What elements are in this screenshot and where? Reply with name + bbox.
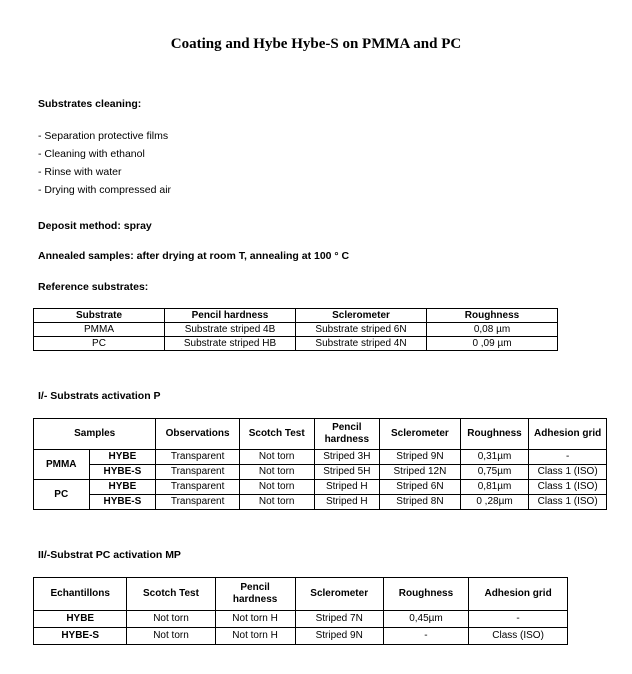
document-title: Coating and Hybe Hybe-S on PMMA and PC	[170, 36, 462, 52]
table-header: Sclerometer	[380, 419, 461, 450]
table-cell: HYBE-S	[89, 465, 156, 480]
table-cell: 0 ,09 µm	[427, 337, 558, 351]
table-cell: Not torn	[127, 611, 215, 628]
table-cell: Not torn	[239, 465, 314, 480]
table-header: Samples	[34, 419, 156, 450]
table-cell: Not torn	[239, 480, 314, 495]
table-cell: -	[469, 611, 568, 628]
cleaning-list	[38, 127, 171, 199]
table-cell: Striped 8N	[380, 495, 461, 510]
table-header: Adhesion grid	[469, 578, 568, 611]
table-row	[34, 480, 607, 495]
table-cell: Not torn H	[215, 611, 295, 628]
table-cell: Striped H	[314, 480, 380, 495]
table-cell: Not torn	[127, 628, 215, 645]
table-cell: Substrate striped 6N	[296, 323, 427, 337]
table-cell: Class 1 (ISO)	[529, 495, 607, 510]
table-header: Echantillons	[34, 578, 127, 611]
table-cell: Transparent	[156, 450, 240, 465]
table-cell: Striped 6N	[380, 480, 461, 495]
table-cell: 0,81µm	[460, 480, 529, 495]
annealed-samples: Annealed samples: after drying at room T, annealing at 100 ° C	[38, 250, 350, 262]
activation-p-heading: I/- Substrats activation P	[38, 390, 161, 402]
table-cell: PMMA	[34, 450, 90, 480]
cleaning-heading: Substrates cleaning:	[38, 98, 142, 110]
table-header: Roughness	[383, 578, 468, 611]
list-item: - Separation protective films	[38, 130, 169, 142]
table-cell: HYBE-S	[89, 495, 156, 510]
table-cell: Substrate striped HB	[165, 337, 296, 351]
table-cell: PC	[34, 337, 165, 351]
table-row	[34, 323, 558, 337]
table-header: Scotch Test	[127, 578, 215, 611]
table-cell: HYBE	[34, 611, 127, 628]
table-cell: 0,45µm	[383, 611, 468, 628]
list-item: - Drying with compressed air	[38, 184, 172, 196]
table-cell: Striped 9N	[380, 450, 461, 465]
table-row	[34, 628, 568, 645]
table-header-row	[34, 309, 558, 323]
table-cell: Striped 5H	[314, 465, 380, 480]
table-cell: Class 1 (ISO)	[529, 480, 607, 495]
table-header-row	[34, 578, 568, 611]
table-cell: Not torn	[239, 450, 314, 465]
table-cell: Striped H	[314, 495, 380, 510]
reference-table	[33, 308, 558, 351]
table-cell: PMMA	[34, 323, 165, 337]
table-cell: Class (ISO)	[469, 628, 568, 645]
table-header: Adhesion grid	[529, 419, 607, 450]
table-cell: -	[383, 628, 468, 645]
list-item: - Rinse with water	[38, 166, 122, 178]
table-header-row	[34, 419, 607, 450]
activation-mp-heading: II/-Substrat PC activation MP	[38, 549, 181, 561]
table-cell: HYBE	[89, 450, 156, 465]
table-cell: HYBE-S	[34, 628, 127, 645]
activation-p-table	[33, 418, 607, 510]
table-cell: Transparent	[156, 480, 240, 495]
table-header: Sclerometer	[296, 309, 427, 323]
table-header: Pencil hardness	[165, 309, 296, 323]
reference-heading: Reference substrates:	[38, 281, 149, 293]
table-row	[34, 465, 607, 480]
table-row	[34, 450, 607, 465]
table-header: Pencil hardness	[314, 419, 380, 450]
table-cell: Not torn H	[215, 628, 295, 645]
table-row	[34, 611, 568, 628]
table-cell: Transparent	[156, 465, 240, 480]
table-header: Pencil hardness	[215, 578, 295, 611]
table-header: Substrate	[34, 309, 165, 323]
table-cell: Striped 3H	[314, 450, 380, 465]
table-cell: HYBE	[89, 480, 156, 495]
table-cell: Not torn	[239, 495, 314, 510]
table-header: Sclerometer	[295, 578, 383, 611]
table-cell: 0,31µm	[460, 450, 529, 465]
table-header: Observations	[156, 419, 240, 450]
table-cell: 0,75µm	[460, 465, 529, 480]
table-header: Scotch Test	[239, 419, 314, 450]
table-cell: Substrate striped 4B	[165, 323, 296, 337]
list-item: - Cleaning with ethanol	[38, 148, 145, 160]
table-cell: -	[529, 450, 607, 465]
table-cell: Striped 9N	[295, 628, 383, 645]
table-cell: Striped 7N	[295, 611, 383, 628]
table-row	[34, 337, 558, 351]
table-cell: 0,08 µm	[427, 323, 558, 337]
table-cell: 0 ,28µm	[460, 495, 529, 510]
table-header: Roughness	[427, 309, 558, 323]
table-cell: Transparent	[156, 495, 240, 510]
table-cell: Class 1 (ISO)	[529, 465, 607, 480]
table-header: Roughness	[460, 419, 529, 450]
deposit-method: Deposit method: spray	[38, 220, 152, 232]
table-cell: Substrate striped 4N	[296, 337, 427, 351]
activation-mp-table	[33, 577, 568, 645]
table-cell: PC	[34, 480, 90, 510]
table-row	[34, 495, 607, 510]
table-cell: Striped 12N	[380, 465, 461, 480]
